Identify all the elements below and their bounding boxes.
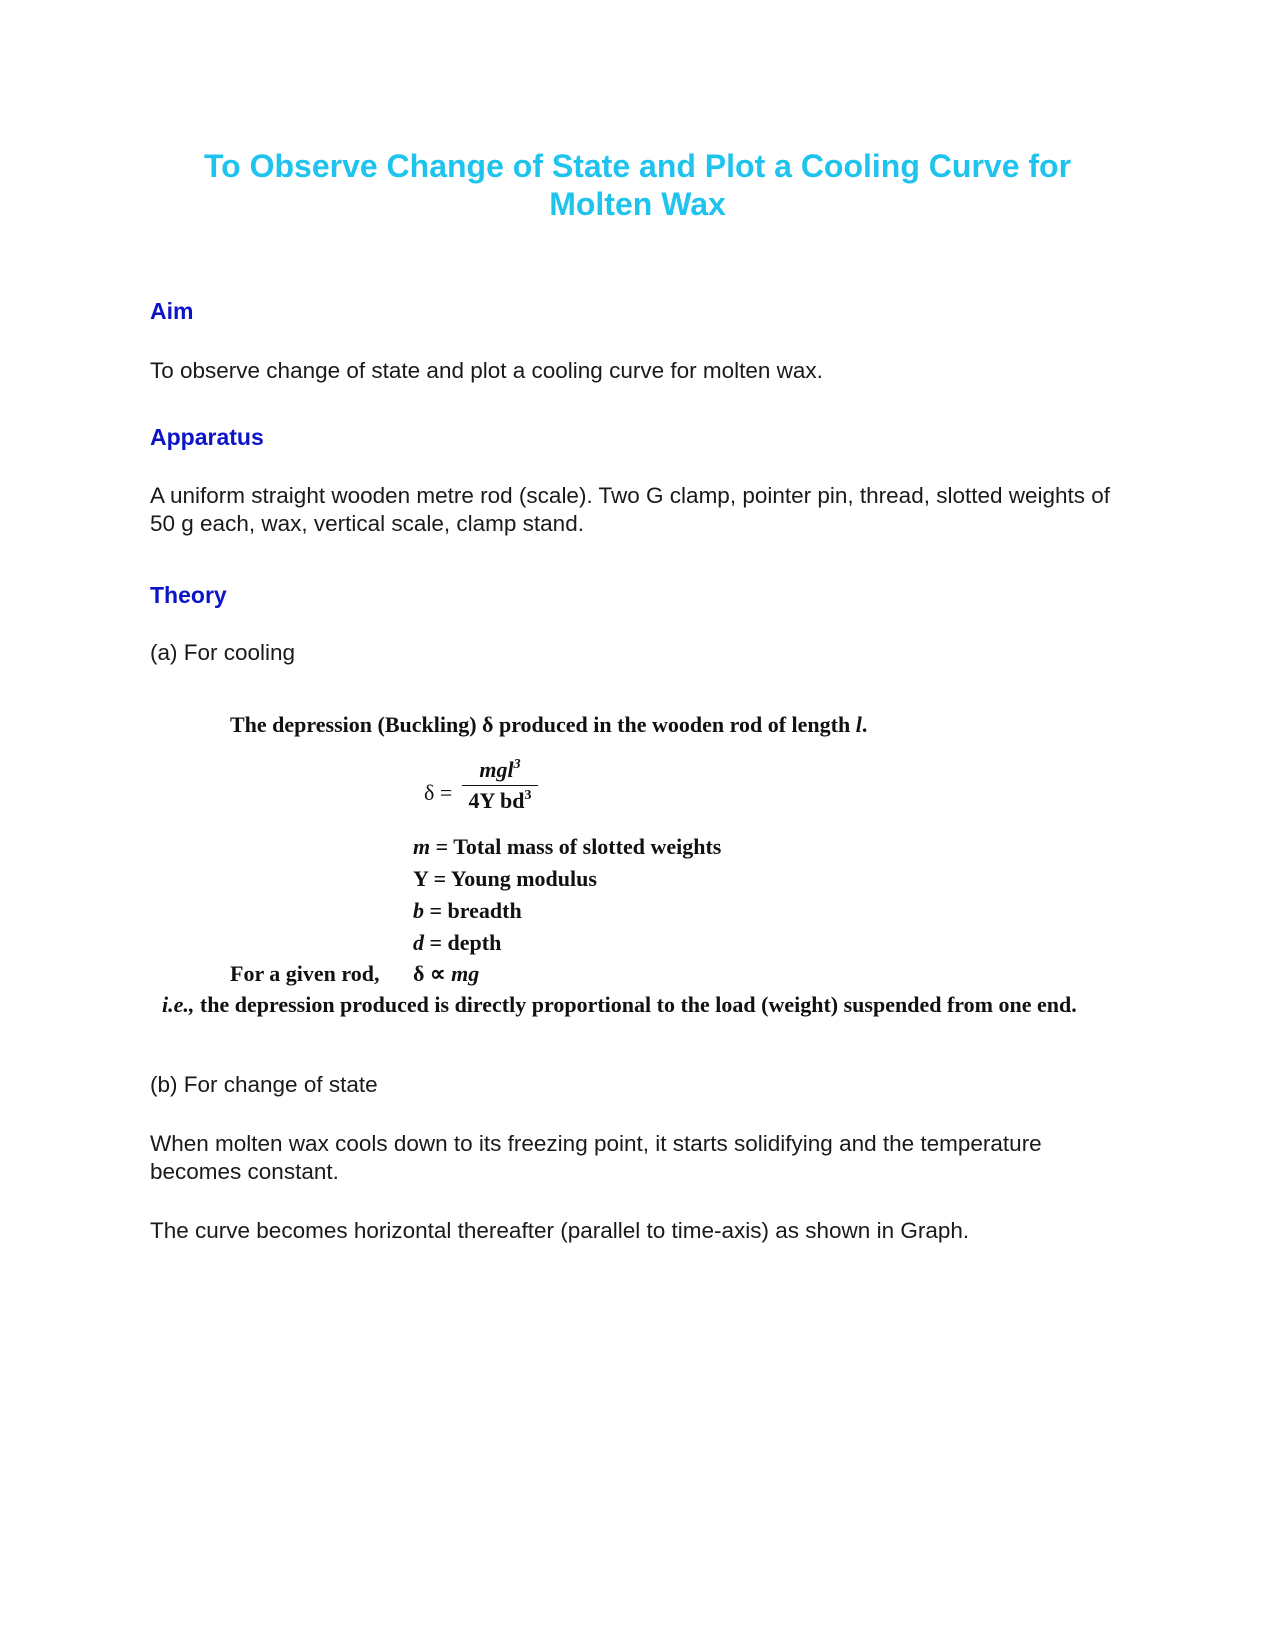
given-rod-label: For a given rod, <box>230 961 380 986</box>
theory-heading: Theory <box>150 582 227 608</box>
theory-part-a: (a) For cooling <box>150 640 296 665</box>
depression-intro: The depression (Buckling) δ produced in the wooden rod of length l. <box>230 712 868 737</box>
definition-depth: d = depth <box>413 930 502 955</box>
apparatus-text: A uniform straight wooden metre rod (scale). Two G clamp, pointer pin, thread, slotted weights of 50 g each, wax, vertical scale, clamp stand. <box>150 483 1111 536</box>
fraction-denominator: 4Y $bd^3$ <box>468 788 532 813</box>
aim-text: To observe change of state and plot a cooling curve for molten wax. <box>150 358 823 383</box>
definition-young: Y = Young modulus <box>413 866 597 891</box>
theory-part-b: (b) For change of state <box>150 1072 378 1097</box>
definition-mass: m = Total mass of slotted weights <box>413 834 722 859</box>
fraction-numerator: mgl$^3$ <box>462 755 538 786</box>
delta-fraction <box>462 755 538 816</box>
change-of-state-paragraph: When molten wax cools down to its freezing point, it starts solidifying and the temperature becomes constant. <box>150 1131 1042 1184</box>
document-title: To Observe Change of State and Plot a Cooling Curve for Molten Wax <box>203 148 1072 222</box>
delta-lhs: δ = <box>424 780 453 805</box>
definition-breadth: b = breadth <box>413 898 522 923</box>
proportionality: δ ∝ mg <box>413 961 480 986</box>
apparatus-heading: Apparatus <box>150 424 264 450</box>
aim-heading: Aim <box>150 298 194 324</box>
ie-statement: i.e., the depression produced is directly proportional to the load (weight) suspended from one end. <box>162 992 1077 1017</box>
horizontal-curve-paragraph: The curve becomes horizontal thereafter (parallel to time-axis) as shown in Graph. <box>150 1218 970 1243</box>
